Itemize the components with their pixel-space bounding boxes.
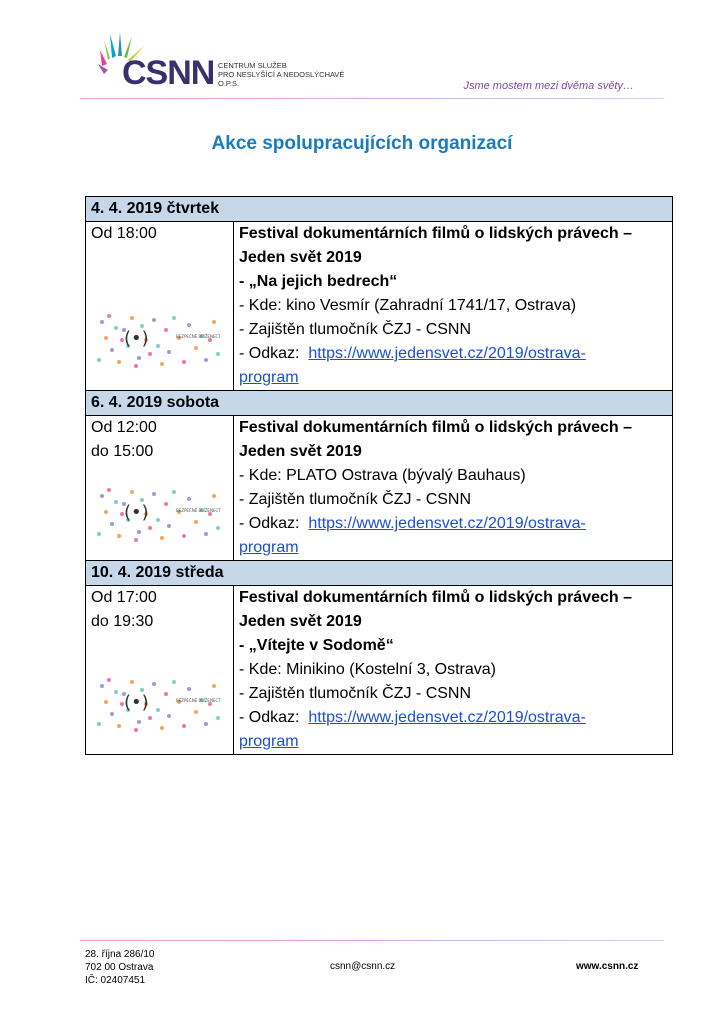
svg-text:BEZPEČNÉ BLÍŽENECT: BEZPEČNÉ BLÍŽENECT: [176, 698, 221, 703]
event-interpreter: - Zajištěn tlumočník ČZJ - CSNN: [239, 321, 472, 338]
footer-address: 28. října 286/10 702 00 Ostrava IČ: 02407451: [85, 949, 155, 986]
event-row: [86, 222, 673, 391]
event-title-line: Festival dokumentárních filmů o lidských právech –: [239, 225, 633, 242]
footer-divider: [80, 940, 664, 941]
date-row: [86, 197, 673, 222]
event-link[interactable]: https://www.jedensvet.cz/2019/ostrava-: [308, 709, 586, 726]
csnn-logo: [98, 30, 345, 92]
event-link-line: [239, 536, 667, 560]
event-details: [234, 222, 673, 391]
event-link-line: - Odkaz: https://www.jedensvet.cz/2019/ostrava-: [239, 515, 586, 532]
event-time-cell: [86, 222, 234, 391]
events-table: [85, 196, 673, 755]
event-link-line: - Odkaz: https://www.jedensvet.cz/2019/ostrava-: [239, 709, 586, 726]
event-link[interactable]: program: [239, 733, 299, 750]
festival-poster-image: [94, 484, 224, 544]
footer-website[interactable]: www.csnn.cz: [576, 961, 639, 972]
event-date: 4. 4. 2019 čtvrtek: [86, 197, 673, 222]
event-date: 10. 4. 2019 středa: [86, 561, 673, 586]
event-link-line: [239, 366, 667, 390]
event-time-cell: [86, 586, 234, 755]
event-row: [86, 416, 673, 561]
header-divider: [80, 98, 664, 99]
page-title: Akce spolupracujících organizací: [211, 133, 513, 154]
event-link[interactable]: https://www.jedensvet.cz/2019/ostrava-: [308, 515, 586, 532]
event-subtitle: - „Na jejich bedrech“: [239, 273, 398, 290]
event-time: do 15:00: [91, 443, 154, 460]
festival-poster-image: [94, 310, 224, 370]
event-location: - Kde: kino Vesmír (Zahradní 1741/17, Ostrava): [239, 297, 577, 314]
event-location: - Kde: PLATO Ostrava (bývalý Bauhaus): [239, 467, 526, 484]
event-location: - Kde: Minikino (Kostelní 3, Ostrava): [239, 661, 496, 678]
event-title-line: Jeden svět 2019: [239, 249, 362, 266]
event-details: [234, 586, 673, 755]
event-title-line: Festival dokumentárních filmů o lidských právech –: [239, 589, 633, 606]
event-time: Od 12:00: [91, 419, 157, 436]
date-row: [86, 391, 673, 416]
event-subtitle: - „Vítejte v Sodomě“: [239, 637, 394, 654]
event-time: Od 17:00: [91, 589, 157, 606]
logo-subtitle: CENTRUM SLUŽEB PRO NESLYŠÍCÍ A NEDOSLÝCHAVÉ O.P.S.: [218, 61, 345, 88]
event-title-line: Jeden svět 2019: [239, 613, 362, 630]
footer-email[interactable]: csnn@csnn.cz: [330, 961, 396, 972]
festival-poster-image: [94, 674, 224, 734]
event-link-line: - Odkaz: https://www.jedensvet.cz/2019/ostrava-: [239, 345, 586, 362]
event-link[interactable]: program: [239, 539, 299, 556]
slogan: Jsme mostem mezi dvěma světy…: [463, 80, 634, 92]
svg-text:(•): (•): [124, 692, 149, 713]
event-row: [86, 586, 673, 755]
svg-text:BEZPEČNÉ BLÍŽENECT: BEZPEČNÉ BLÍŽENECT: [176, 508, 221, 513]
event-title-line: Jeden svět 2019: [239, 443, 362, 460]
event-interpreter: - Zajištěn tlumočník ČZJ - CSNN: [239, 685, 472, 702]
event-details: [234, 416, 673, 561]
event-link-line: [239, 730, 667, 754]
event-time: do 19:30: [91, 613, 154, 630]
logo-text: CSNN: [122, 54, 215, 92]
date-row: [86, 561, 673, 586]
event-interpreter: - Zajištěn tlumočník ČZJ - CSNN: [239, 491, 472, 508]
event-title-line: Festival dokumentárních filmů o lidských právech –: [239, 419, 633, 436]
event-link[interactable]: https://www.jedensvet.cz/2019/ostrava-: [308, 345, 586, 362]
svg-text:(•): (•): [124, 502, 149, 523]
svg-text:(•): (•): [124, 328, 149, 349]
svg-text:BEZPEČNÉ BLÍŽENECT: BEZPEČNÉ BLÍŽENECT: [176, 334, 221, 339]
event-date: 6. 4. 2019 sobota: [86, 391, 673, 416]
event-time: Od 18:00: [91, 225, 157, 242]
event-link[interactable]: program: [239, 369, 299, 386]
event-time-cell: [86, 416, 234, 561]
